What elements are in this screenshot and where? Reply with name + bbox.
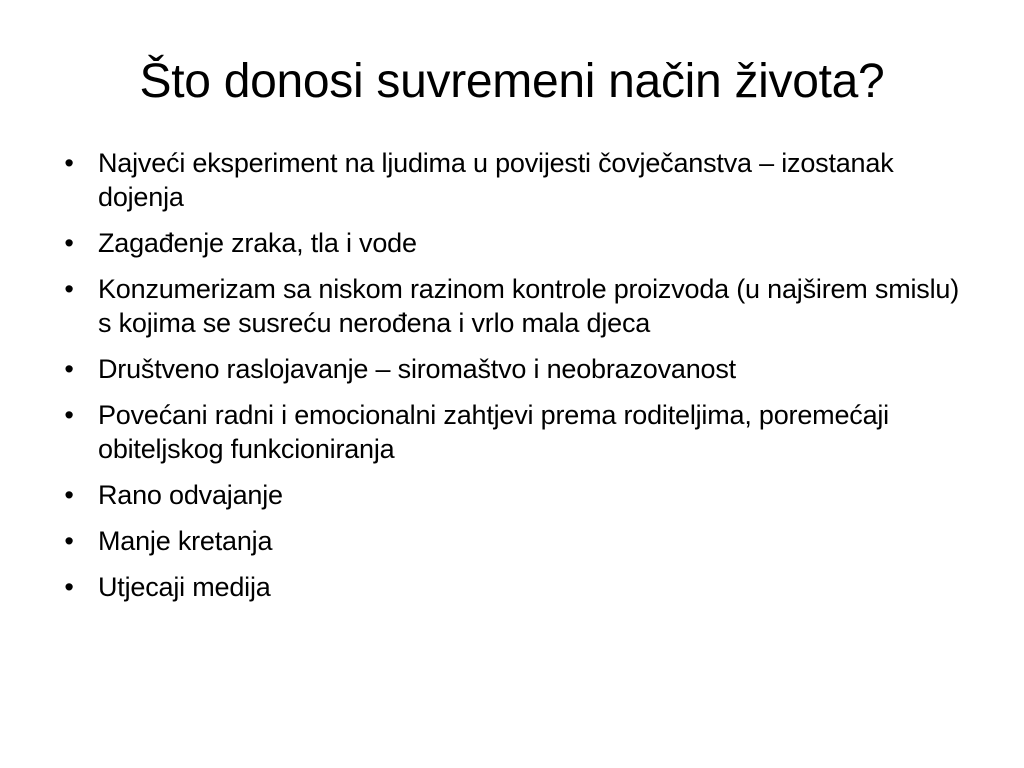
bullet-text: Povećani radni i emocionalni zahtjevi prema roditeljima, poremećaji obiteljskog funkcioniranja	[98, 400, 889, 464]
bullet-item	[58, 146, 978, 214]
bullet-text: Društveno raslojavanje – siromaštvo i neobrazovanost	[98, 354, 736, 384]
bullet-marker: •	[64, 354, 74, 384]
bullet-marker: •	[64, 572, 74, 602]
bullet-text: Konzumerizam sa niskom razinom kontrole proizvoda (u najširem smislu) s kojima se susreću nerođena i vrlo mala djeca	[98, 274, 959, 338]
bullet-item	[58, 226, 978, 260]
bullet-item	[58, 570, 978, 604]
bullet-item	[58, 352, 978, 386]
bullet-marker: •	[64, 148, 74, 178]
bullet-list	[58, 146, 978, 616]
bullet-marker: •	[64, 228, 74, 258]
slide-title: Što donosi suvremeni način života?	[139, 55, 885, 108]
bullet-text: Utjecaji medija	[98, 572, 271, 602]
bullet-marker: •	[64, 400, 74, 430]
bullet-text: Rano odvajanje	[98, 480, 283, 510]
bullet-marker: •	[64, 526, 74, 556]
bullet-item	[58, 524, 978, 558]
bullet-text: Manje kretanja	[98, 526, 273, 556]
bullet-item	[58, 272, 978, 340]
bullet-marker: •	[64, 480, 74, 510]
bullet-marker: •	[64, 274, 74, 304]
bullet-item	[58, 398, 978, 466]
bullet-text: Zagađenje zraka, tla i vode	[98, 228, 417, 258]
bullet-item	[58, 478, 978, 512]
bullet-text: Najveći eksperiment na ljudima u povijesti čovječanstva – izostanak dojenja	[98, 148, 894, 212]
